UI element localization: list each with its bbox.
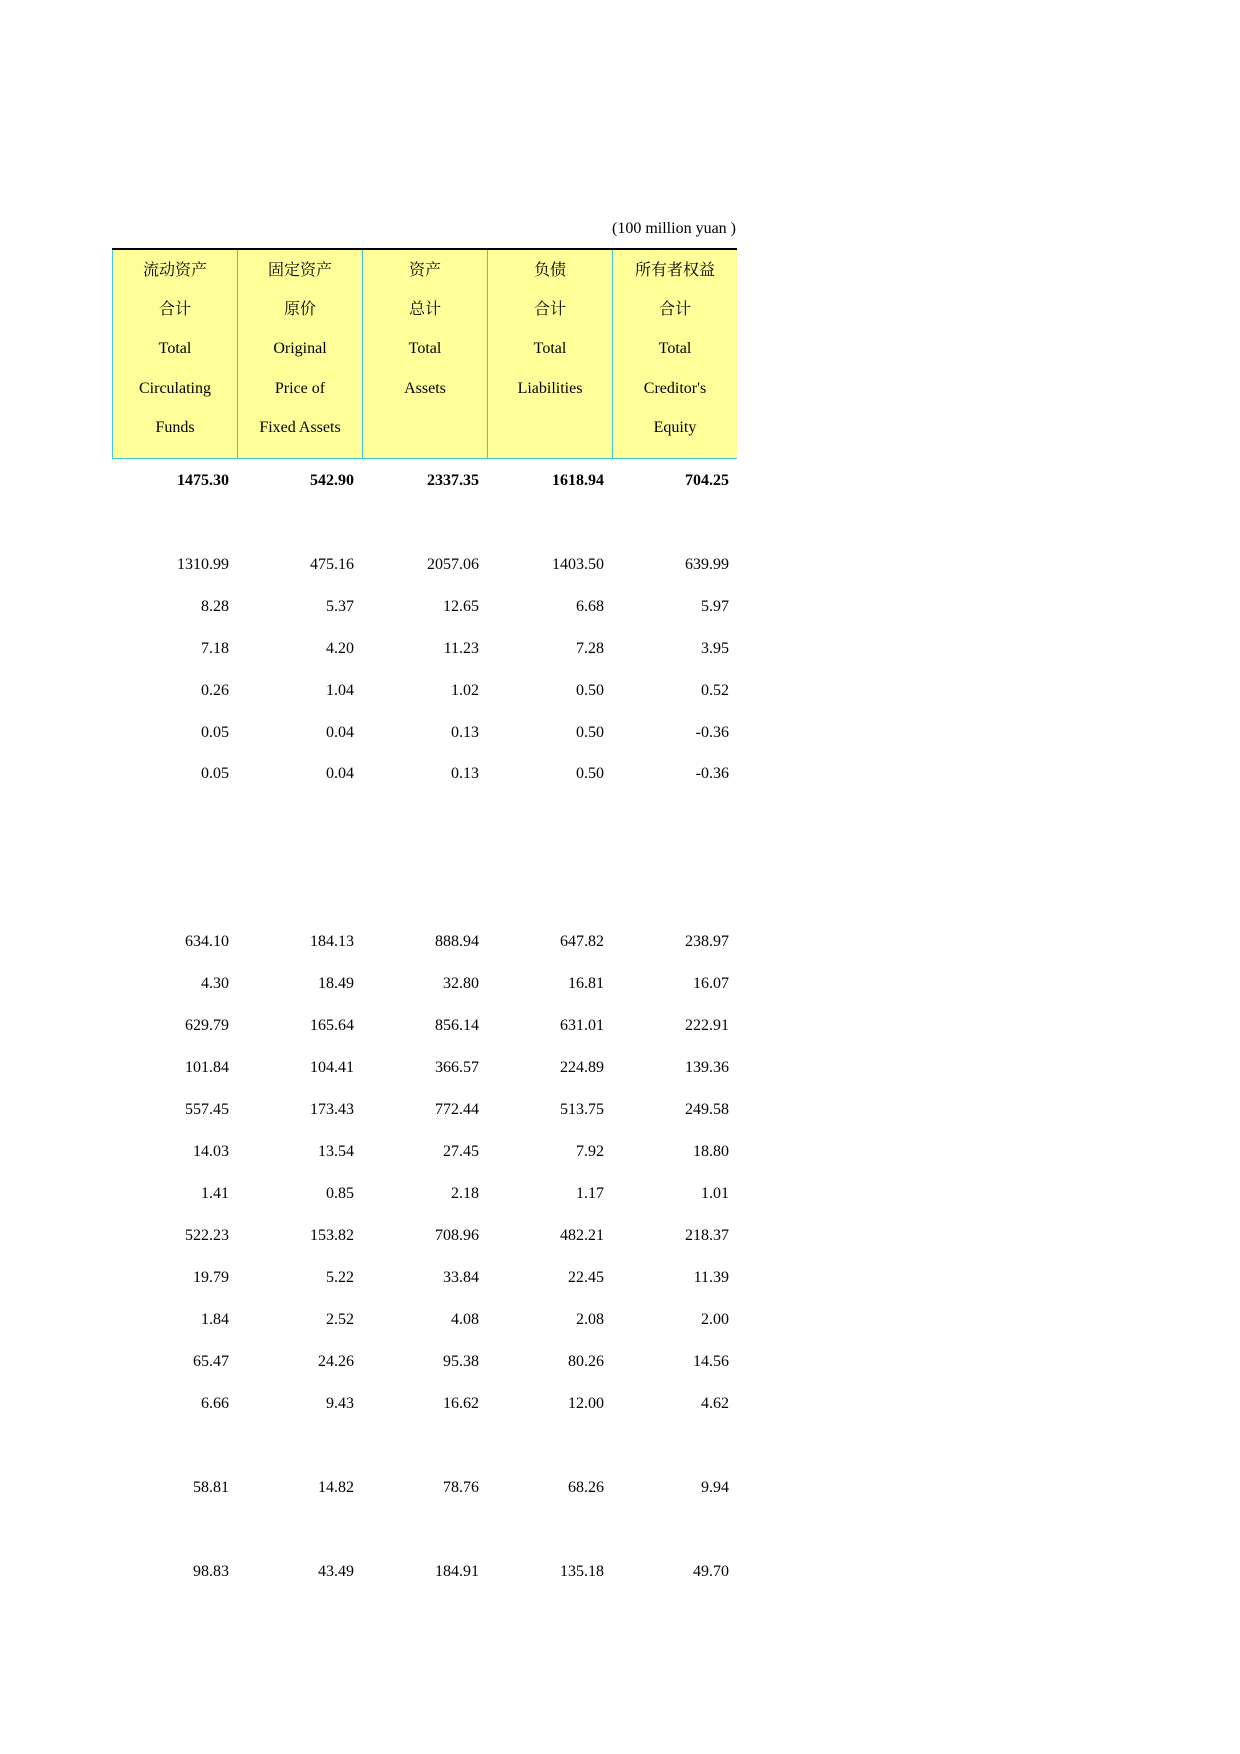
table-row: [112, 1266, 737, 1290]
column-header-line: Total: [158, 340, 192, 358]
column-header-line: 合计: [158, 301, 191, 319]
column-header-line: 总计: [408, 301, 441, 319]
table-cell-total-assets: 27.45: [443, 1143, 479, 1160]
table-row: [112, 1392, 737, 1416]
table-cell-total-assets: 856.14: [435, 1017, 479, 1034]
table-cell-total-circulating-funds: 19.79: [193, 1269, 229, 1286]
table-cell-total-circulating-funds: 98.83: [193, 1563, 229, 1580]
column-header-line: 资产: [408, 262, 441, 279]
table-row: [112, 1182, 737, 1206]
table-row: [112, 553, 737, 577]
table-cell-original-price-fixed-assets: 24.26: [318, 1353, 354, 1370]
table-cell-total-circulating-funds: 14.03: [193, 1143, 229, 1160]
table-cell-total-assets: 184.91: [435, 1563, 479, 1580]
table-row: [112, 1056, 737, 1080]
table-cell-total-creditors-equity: 49.70: [693, 1563, 729, 1580]
table-cell-original-price-fixed-assets: 18.49: [318, 975, 354, 992]
column-header-original-price-fixed-assets: [237, 250, 362, 458]
table-row: [112, 1308, 737, 1332]
table-cell-total-circulating-funds: 4.30: [201, 975, 229, 992]
table-cell-total-assets: 2057.06: [427, 556, 479, 573]
table-cell-total-creditors-equity: 218.37: [685, 1227, 729, 1244]
table-cell-original-price-fixed-assets: 475.16: [310, 556, 354, 573]
table-cell-total-liabilities: 631.01: [560, 1017, 604, 1034]
table-row: [112, 595, 737, 619]
table-row: [112, 469, 737, 493]
table-cell-total-liabilities: 2.08: [576, 1311, 604, 1328]
table-cell-original-price-fixed-assets: 9.43: [326, 1395, 354, 1412]
table-cell-original-price-fixed-assets: 0.85: [326, 1185, 354, 1202]
table-header: [112, 248, 737, 459]
table-cell-total-assets: 772.44: [435, 1101, 479, 1118]
table-cell-total-circulating-funds: 629.79: [185, 1017, 229, 1034]
table-cell-total-creditors-equity: 238.97: [685, 933, 729, 950]
table-row: [112, 1560, 737, 1584]
column-header-line: 负债: [533, 262, 566, 279]
table-cell-total-liabilities: 22.45: [568, 1269, 604, 1286]
table-cell-total-assets: 708.96: [435, 1227, 479, 1244]
column-header-line: 固定资产: [267, 262, 332, 279]
table-cell-total-assets: 78.76: [443, 1479, 479, 1496]
column-header-total-circulating-funds: [112, 250, 237, 458]
table-cell-total-circulating-funds: 1310.99: [177, 556, 229, 573]
table-row: [112, 1350, 737, 1374]
table-cell-total-circulating-funds: 101.84: [185, 1059, 229, 1076]
table-cell-total-liabilities: 1618.94: [552, 472, 604, 489]
column-header-line: Price of: [274, 379, 326, 397]
table-cell-total-liabilities: 513.75: [560, 1101, 604, 1118]
column-header-line: 原价: [283, 301, 316, 319]
table-cell-original-price-fixed-assets: 165.64: [310, 1017, 354, 1034]
table-cell-total-creditors-equity: -0.36: [695, 765, 729, 782]
column-header-line: Liabilities: [517, 379, 583, 397]
table-cell-total-liabilities: 1.17: [576, 1185, 604, 1202]
column-header-line: Total: [408, 340, 442, 358]
table-cell-total-creditors-equity: 3.95: [701, 640, 729, 657]
table-cell-original-price-fixed-assets: 2.52: [326, 1311, 354, 1328]
table-cell-original-price-fixed-assets: 153.82: [310, 1227, 354, 1244]
table-cell-total-assets: 16.62: [443, 1395, 479, 1412]
column-header-line: 流动资产: [142, 262, 207, 279]
table-cell-total-assets: 33.84: [443, 1269, 479, 1286]
table-cell-total-liabilities: 6.68: [576, 598, 604, 615]
table-cell-total-creditors-equity: 4.62: [701, 1395, 729, 1412]
table-cell-total-circulating-funds: 634.10: [185, 933, 229, 950]
table-cell-total-circulating-funds: 1.41: [201, 1185, 229, 1202]
table-cell-total-assets: 32.80: [443, 975, 479, 992]
table-cell-total-circulating-funds: 1.84: [201, 1311, 229, 1328]
column-header-line: Funds: [155, 418, 195, 436]
table-cell-original-price-fixed-assets: 5.22: [326, 1269, 354, 1286]
table-cell-total-liabilities: 80.26: [568, 1353, 604, 1370]
table-row: [112, 1014, 737, 1038]
table-row: [112, 721, 737, 745]
table-cell-original-price-fixed-assets: 0.04: [326, 765, 354, 782]
table-cell-total-assets: 0.13: [451, 765, 479, 782]
table-cell-total-assets: 366.57: [435, 1059, 479, 1076]
table-cell-original-price-fixed-assets: 542.90: [310, 472, 354, 489]
table-cell-total-creditors-equity: 16.07: [693, 975, 729, 992]
table-cell-original-price-fixed-assets: 1.04: [326, 682, 354, 699]
table-cell-total-assets: 1.02: [451, 682, 479, 699]
table-cell-total-creditors-equity: 639.99: [685, 556, 729, 573]
table-cell-total-assets: 0.13: [451, 724, 479, 741]
table-row: [112, 679, 737, 703]
column-header-line: 合计: [658, 301, 691, 319]
table-row: [112, 762, 737, 786]
table-cell-total-circulating-funds: 7.18: [201, 640, 229, 657]
unit-note: (100 million yuan ): [612, 220, 736, 237]
column-header-line: Total: [658, 340, 692, 358]
column-header-total-assets: [362, 250, 487, 458]
table-cell-total-circulating-funds: 0.26: [201, 682, 229, 699]
table-row: [112, 1098, 737, 1122]
table-cell-total-assets: 11.23: [443, 640, 479, 657]
table-cell-original-price-fixed-assets: 5.37: [326, 598, 354, 615]
column-header-line: Circulating: [139, 379, 211, 397]
column-header-line: Equity: [653, 418, 697, 436]
table-cell-total-circulating-funds: 0.05: [201, 724, 229, 741]
column-header-line: Creditor's: [643, 379, 707, 397]
column-header-line: Assets: [404, 379, 446, 397]
table-cell-total-circulating-funds: 8.28: [201, 598, 229, 615]
table-cell-total-liabilities: 7.92: [576, 1143, 604, 1160]
table-cell-total-circulating-funds: 58.81: [193, 1479, 229, 1496]
table-cell-total-creditors-equity: -0.36: [695, 724, 729, 741]
table-cell-total-assets: 12.65: [443, 598, 479, 615]
table-cell-total-assets: 2.18: [451, 1185, 479, 1202]
table-cell-total-liabilities: 482.21: [560, 1227, 604, 1244]
table-cell-total-assets: 95.38: [443, 1353, 479, 1370]
table-row: [112, 1140, 737, 1164]
table-cell-total-assets: 2337.35: [427, 472, 479, 489]
table-cell-total-creditors-equity: 5.97: [701, 598, 729, 615]
table-cell-total-creditors-equity: 1.01: [701, 1185, 729, 1202]
table-row: [112, 1476, 737, 1500]
data-table: [112, 248, 737, 1580]
table-cell-total-circulating-funds: 0.05: [201, 765, 229, 782]
column-header-line: Fixed Assets: [259, 418, 341, 436]
table-cell-total-liabilities: 135.18: [560, 1563, 604, 1580]
table-cell-original-price-fixed-assets: 104.41: [310, 1059, 354, 1076]
table-row: [112, 972, 737, 996]
table-cell-total-assets: 4.08: [451, 1311, 479, 1328]
table-cell-total-creditors-equity: 249.58: [685, 1101, 729, 1118]
table-cell-original-price-fixed-assets: 43.49: [318, 1563, 354, 1580]
table-cell-total-liabilities: 647.82: [560, 933, 604, 950]
table-cell-original-price-fixed-assets: 173.43: [310, 1101, 354, 1118]
table-cell-total-creditors-equity: 139.36: [685, 1059, 729, 1076]
table-cell-original-price-fixed-assets: 4.20: [326, 640, 354, 657]
table-row: [112, 930, 737, 954]
table-cell-total-creditors-equity: 0.52: [701, 682, 729, 699]
table-cell-total-circulating-funds: 6.66: [201, 1395, 229, 1412]
table-cell-total-creditors-equity: 2.00: [701, 1311, 729, 1328]
table-row: [112, 1224, 737, 1248]
table-cell-total-liabilities: 7.28: [576, 640, 604, 657]
table-cell-total-liabilities: 1403.50: [552, 556, 604, 573]
table-cell-total-assets: 888.94: [435, 933, 479, 950]
column-header-line: Total: [533, 340, 567, 358]
table-cell-total-liabilities: 224.89: [560, 1059, 604, 1076]
table-cell-total-liabilities: 12.00: [568, 1395, 604, 1412]
table-cell-total-creditors-equity: 14.56: [693, 1353, 729, 1370]
table-cell-total-circulating-funds: 557.45: [185, 1101, 229, 1118]
table-cell-total-creditors-equity: 9.94: [701, 1479, 729, 1496]
table-cell-original-price-fixed-assets: 184.13: [310, 933, 354, 950]
table-cell-total-liabilities: 16.81: [568, 975, 604, 992]
table-cell-total-liabilities: 0.50: [576, 682, 604, 699]
column-header-total-creditors-equity: [612, 250, 737, 458]
column-header-line: 合计: [533, 301, 566, 319]
table-row: [112, 637, 737, 661]
table-cell-total-creditors-equity: 704.25: [685, 472, 729, 489]
table-cell-total-liabilities: 68.26: [568, 1479, 604, 1496]
column-header-line: Original: [273, 340, 327, 358]
table-cell-total-circulating-funds: 522.23: [185, 1227, 229, 1244]
table-cell-original-price-fixed-assets: 13.54: [318, 1143, 354, 1160]
table-cell-original-price-fixed-assets: 14.82: [318, 1479, 354, 1496]
column-header-total-liabilities: [487, 250, 612, 458]
table-cell-total-circulating-funds: 65.47: [193, 1353, 229, 1370]
column-header-line: 所有者权益: [634, 262, 715, 279]
table-cell-total-creditors-equity: 222.91: [685, 1017, 729, 1034]
table-cell-total-liabilities: 0.50: [576, 724, 604, 741]
table-cell-total-liabilities: 0.50: [576, 765, 604, 782]
table-cell-total-circulating-funds: 1475.30: [177, 472, 229, 489]
table-cell-original-price-fixed-assets: 0.04: [326, 724, 354, 741]
table-cell-total-creditors-equity: 11.39: [693, 1269, 729, 1286]
table-cell-total-creditors-equity: 18.80: [693, 1143, 729, 1160]
